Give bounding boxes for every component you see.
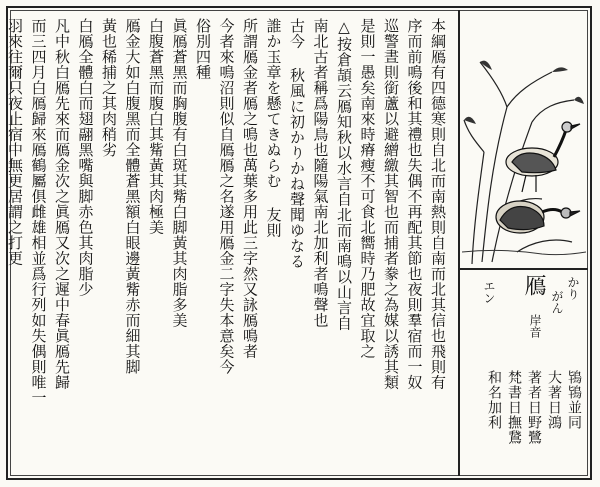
text-column: 序而前鳴後和其禮也失偶不再配其節也夜則羣宿而一奴 xyxy=(405,18,424,390)
panel-divider xyxy=(458,10,460,476)
credit-line-2: 大著日鴻 xyxy=(546,370,562,430)
text-column: 眞鴈蒼黑而胸腹有白斑其觜白脚黃其肉脂多美 xyxy=(170,18,189,328)
geese-illustration xyxy=(462,12,586,267)
text-column: 古今 秋風に初かりかね聲聞ゆなる xyxy=(288,18,306,269)
text-column: 白腹蒼黑而腹白其觜黃其肉極美 xyxy=(147,18,165,235)
text-column: 而三四月白鴈歸來鴈鶴屬俱雌雄相並爲行列如失偶則唯一 xyxy=(29,18,48,406)
text-column: 鴈金大如白腹黑而全體蒼黑額白眼邊黃觜赤而細其脚 xyxy=(123,18,142,375)
text-column: 誰か玉章を懸てきぬらむ 友則 xyxy=(264,18,283,238)
text-column: 羽來往爾只夜止宿中無更居謂之打更 xyxy=(6,18,24,266)
text-column: 白鴈全體白而翅翮黑嘴與脚赤色其肉脂少 xyxy=(76,18,95,297)
kana-reading-2: がん xyxy=(550,290,564,314)
text-column: 本綱鴈有四德寒則自北而南熱則自南而北其信也飛則有 xyxy=(429,18,447,390)
entry-title-block xyxy=(462,270,586,476)
credit-line-5: 和名加利 xyxy=(486,370,502,430)
text-column: 南北古者稱爲陽鳥也隨陽氣南北加利者鳴聲也 xyxy=(311,18,330,328)
credit-line-1: 鴇鴇並同 xyxy=(566,370,582,430)
side-note: エン xyxy=(482,280,496,304)
credit-line-4: 梵書日撫鵞 xyxy=(506,370,522,445)
kana-reading-1: かり xyxy=(566,276,580,300)
text-column: 凡中秋白鴈先來而鴈金次之眞鴈又次之遲中春眞鴈先歸 xyxy=(53,18,71,390)
text-column: 黃也稀捕之其肉稍劣 xyxy=(100,18,118,158)
text-column: 俗別四種 xyxy=(194,18,212,80)
text-column: 所謂鴈金者鴈之鳴也萬葉多用此三字然又詠鴈鳴者 xyxy=(241,18,259,359)
credit-line-3: 著者日野鷺 xyxy=(526,370,542,445)
entry-title: 鴈 xyxy=(521,274,546,300)
text-column: 巡警晝則銜蘆以避繒繳其智也而捕者豢之為媒以誘其類 xyxy=(382,18,400,390)
text-column: △按倉頡云鴈知秋以水言自北而南鳴以山言自 xyxy=(335,18,353,331)
text-column: 是則一愚矣南來時瘠瘦不可食北嚮時乃肥故宜取之 xyxy=(358,18,377,359)
text-column: 今者來鳴沼則似自鴈鴈之名遂用鴈金二字失本意矣今 xyxy=(217,18,236,375)
title-reading: 岸音 xyxy=(528,314,542,338)
